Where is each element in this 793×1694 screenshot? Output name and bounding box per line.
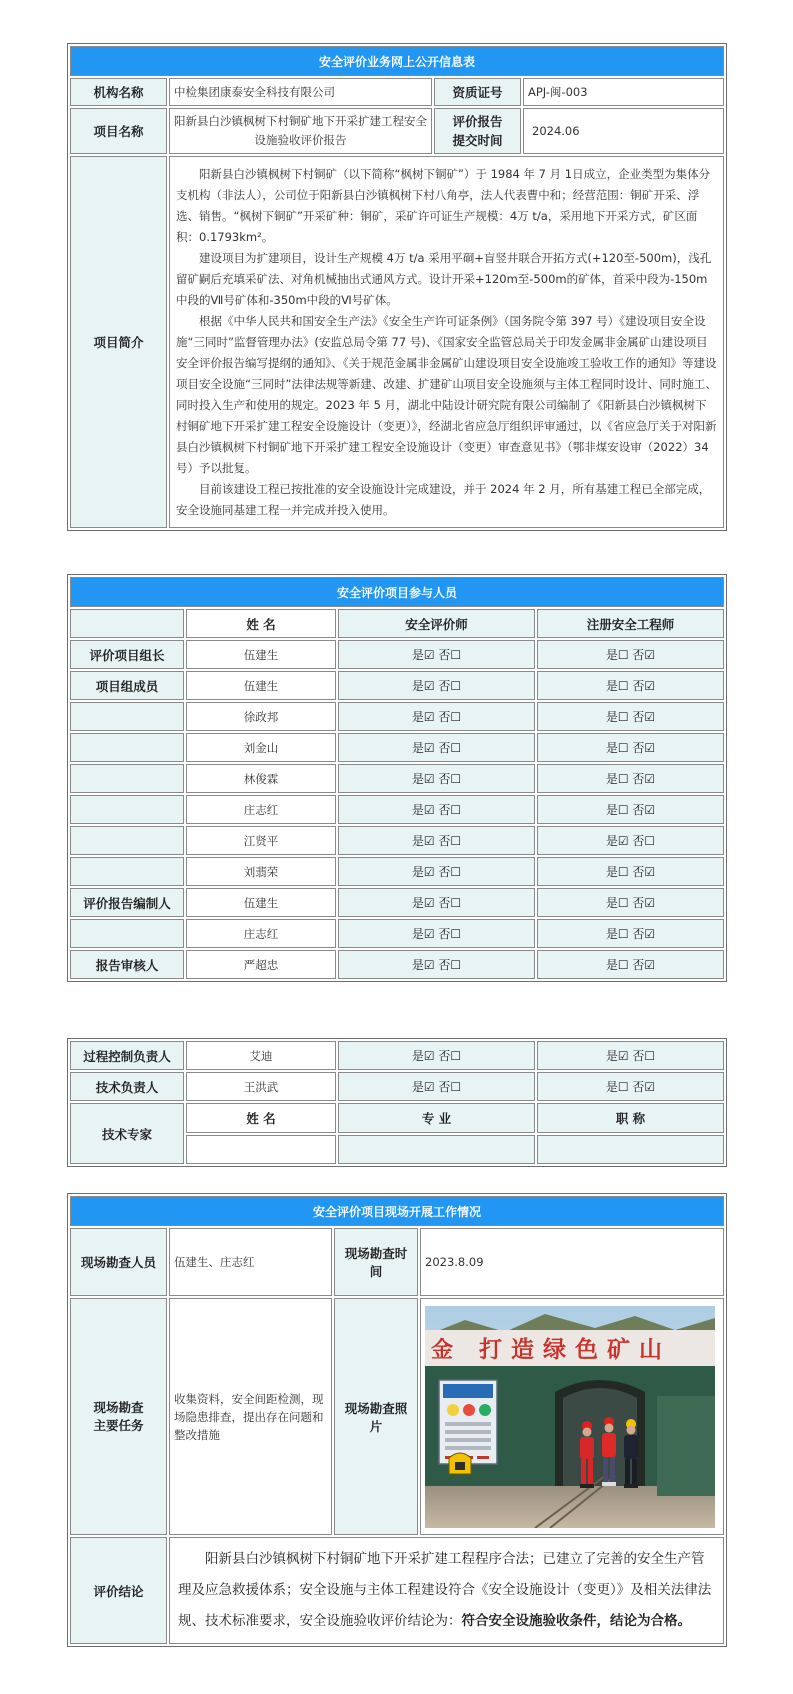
evaluator-checkbox: 是☑ 否☐ (338, 919, 535, 948)
expert-title-cell (537, 1135, 724, 1164)
staff-header-blank (70, 609, 184, 638)
staff-role: 报告审核人 (70, 950, 184, 979)
engineer-checkbox: 是☐ 否☑ (537, 671, 724, 700)
process-label: 过程控制负责人 (70, 1041, 184, 1070)
staff-role (70, 857, 184, 886)
expert-col-title: 职 称 (537, 1103, 724, 1133)
staff-name: 严超忠 (186, 950, 336, 979)
staff-name: 徐政邦 (186, 702, 336, 731)
intro-paragraph: 根据《中华人民共和国安全生产法》《安全生产许可证条例》（国务院令第 397 号）《建设项目安全设施“三同时”监督管理办法》(安监总局令第 77 号)、《国家安全监管总局关于印发金属非金属矿山建设项目安全评价报告编写提纲的通知》、《关于规范金属非金属矿山建设项目安全设施竣工验收工作的通知》等建设项目安全设施“三同时”法律法规等新建、改建、扩建矿山项目安全设施须与主体工程同时设计、同时施工、同时投入生产和使用的规定。2023 年 5 月，湖北中陆设计研究院有限公司编制了《阳新县白沙镇枫树下村铜矿地下开采扩建工程安全设施设计（变更）》，经湖北省应急厅组织评审通过，以《省应急厅关于对阳新县白沙镇枫树下村铜矿地下开采扩建工程安全设施设计（变更）审查意见书》（鄂非煤安设审（2022）34 号）予以批复。 (176, 313, 717, 475)
expert-name-cell (186, 1135, 336, 1164)
intro-label: 项目简介 (70, 156, 167, 528)
conclusion-body: 阳新县白沙镇枫树下村铜矿地下开采扩建工程程序合法；已建立了完善的安全生产管理及应急救援体系；安全设施与主体工程建设符合《安全设施设计（变更）》及相关法律法规、技术标准要求，安全设施验收评价结论为： (178, 1551, 712, 1629)
engineer-checkbox: 是☐ 否☑ (537, 795, 724, 824)
tech-lead-label: 技术负责人 (70, 1072, 184, 1101)
project-value: 阳新县白沙镇枫树下村铜矿地下开采扩建工程安全设施验收评价报告 (169, 108, 432, 154)
staff-name: 庄志红 (186, 795, 336, 824)
project-label: 项目名称 (70, 108, 167, 154)
survey-staff-value: 伍建生、庄志红 (169, 1228, 332, 1296)
report-time-label (434, 108, 521, 154)
evaluator-checkbox: 是☑ 否☐ (338, 826, 535, 855)
info-title: 安全评价业务网上公开信息表 (70, 46, 724, 76)
engineer-checkbox: 是☐ 否☑ (537, 702, 724, 731)
intro-paragraph: 阳新县白沙镇枫树下村铜矿（以下简称“枫树下铜矿”）于 1984 年 7 月 1日成立，企业类型为集体分支机构（非法人），公司位于阳新县白沙镇枫树下村八角亭，法人代表曹中和；经营范围：铜矿开采、浮选、销售。“枫树下铜矿”开采矿种：铜矿，采矿许可证生产规模：4万 t/a，采用地下开采方式，矿区面积：0.1793km²。 (176, 166, 711, 244)
survey-time-value: 2023.8.09 (420, 1228, 724, 1296)
evaluator-checkbox: 是☑ 否☐ (338, 1072, 535, 1101)
site-photo (425, 1306, 715, 1528)
staff-role: 评价项目组长 (70, 640, 184, 669)
staff-role: 评价报告编制人 (70, 888, 184, 917)
evaluator-checkbox: 是☑ 否☐ (338, 702, 535, 731)
org-label: 机构名称 (70, 78, 167, 106)
site-title: 安全评价项目现场开展工作情况 (70, 1196, 724, 1226)
report-time-label-line1: 评价报告 (452, 114, 503, 129)
task-label-line2: 主要任务 (93, 1417, 144, 1433)
conclusion-verdict: 符合安全设施验收条件，结论为合格。 (461, 1613, 691, 1629)
staff-name: 江贤平 (186, 826, 336, 855)
evaluator-checkbox: 是☑ 否☐ (338, 795, 535, 824)
cert-value: APJ-闽-003 (523, 78, 724, 106)
staff-role (70, 795, 184, 824)
engineer-checkbox: 是☐ 否☑ (537, 733, 724, 762)
expert-major-cell (338, 1135, 535, 1164)
evaluator-checkbox: 是☑ 否☐ (338, 950, 535, 979)
staff-role: 项目组成员 (70, 671, 184, 700)
evaluator-checkbox: 是☑ 否☐ (338, 764, 535, 793)
staff-role (70, 733, 184, 762)
evaluator-checkbox: 是☑ 否☐ (338, 888, 535, 917)
staff-name: 伍建生 (186, 888, 336, 917)
engineer-checkbox: 是☐ 否☑ (537, 1072, 724, 1101)
conclusion-cell (169, 1537, 724, 1644)
conclusion-text (178, 1544, 715, 1637)
evaluator-checkbox: 是☑ 否☐ (338, 671, 535, 700)
staff-name: 伍建生 (186, 671, 336, 700)
engineer-checkbox: 是☐ 否☑ (537, 888, 724, 917)
survey-time-label: 现场勘查时间 (334, 1228, 418, 1296)
expert-col-major: 专 业 (338, 1103, 535, 1133)
intro-text (169, 156, 724, 528)
conclusion-label: 评价结论 (70, 1537, 167, 1644)
col-engineer-header: 注册安全工程师 (537, 609, 724, 638)
staff-role (70, 702, 184, 731)
staff-role (70, 919, 184, 948)
task-label (70, 1298, 167, 1535)
report-time-label-line2: 提交时间 (452, 133, 503, 148)
staff-name: 刘金山 (186, 733, 336, 762)
staff-name: 庄志红 (186, 919, 336, 948)
engineer-checkbox: 是☐ 否☑ (537, 950, 724, 979)
evaluator-checkbox: 是☑ 否☐ (338, 733, 535, 762)
evaluator-checkbox: 是☑ 否☐ (338, 640, 535, 669)
staff-table (67, 574, 727, 982)
staff-role (70, 826, 184, 855)
col-evaluator-header: 安全评价师 (338, 609, 535, 638)
engineer-checkbox: 是☐ 否☑ (537, 640, 724, 669)
photo-banner-prefix: 金 (431, 1336, 454, 1363)
task-label-line1: 现场勘查 (93, 1399, 144, 1415)
tech-table (67, 1038, 727, 1167)
survey-staff-label: 现场勘查人员 (70, 1228, 167, 1296)
col-name-header: 姓 名 (186, 609, 336, 638)
photo-label: 现场勘查照片 (334, 1298, 418, 1535)
evaluator-checkbox: 是☑ 否☐ (338, 857, 535, 886)
intro-paragraph: 建设项目为扩建项目，设计生产规模 4万 t/a 采用平硐+盲竖井联合开拓方式(+120至-500m)，浅孔留矿嗣后充填采矿法、对角机械抽出式通风方式。设计开采+120m至-500m的矿体，首采中段为-150m中段的Ⅶ号矿体和-350m中段的Ⅵ号矿体。 (176, 250, 712, 307)
org-value: 中检集团康泰安全科技有限公司 (169, 78, 432, 106)
expert-label: 技术专家 (70, 1103, 184, 1164)
report-time-value: 2024.06 (523, 108, 724, 154)
staff-title: 安全评价项目参与人员 (70, 577, 724, 607)
staff-role (70, 764, 184, 793)
task-value: 收集资料，安全间距检测，现场隐患排查，提出存在问题和整改措施 (169, 1298, 332, 1535)
site-table (67, 1193, 727, 1647)
cert-label: 资质证号 (434, 78, 521, 106)
tech-lead-name: 王洪武 (186, 1072, 336, 1101)
engineer-checkbox: 是☐ 否☑ (537, 857, 724, 886)
staff-name: 伍建生 (186, 640, 336, 669)
engineer-checkbox: 是☐ 否☑ (537, 764, 724, 793)
staff-name: 林俊霖 (186, 764, 336, 793)
photo-banner-text: 打造绿色矿山 (479, 1335, 671, 1363)
engineer-checkbox: 是☑ 否☐ (537, 826, 724, 855)
engineer-checkbox: 是☐ 否☑ (537, 919, 724, 948)
staff-name: 刘翡荣 (186, 857, 336, 886)
info-table (67, 43, 727, 531)
engineer-checkbox: 是☑ 否☐ (537, 1041, 724, 1070)
expert-col-name: 姓 名 (186, 1103, 336, 1133)
photo-cell (420, 1298, 724, 1535)
intro-paragraph: 目前该建设工程已按批准的安全设施设计完成建设，并于 2024 年 2 月，所有基建工程已全部完成，安全设施同基建工程一并完成并投入使用。 (176, 481, 711, 517)
evaluator-checkbox: 是☑ 否☐ (338, 1041, 535, 1070)
process-name: 艾迪 (186, 1041, 336, 1070)
